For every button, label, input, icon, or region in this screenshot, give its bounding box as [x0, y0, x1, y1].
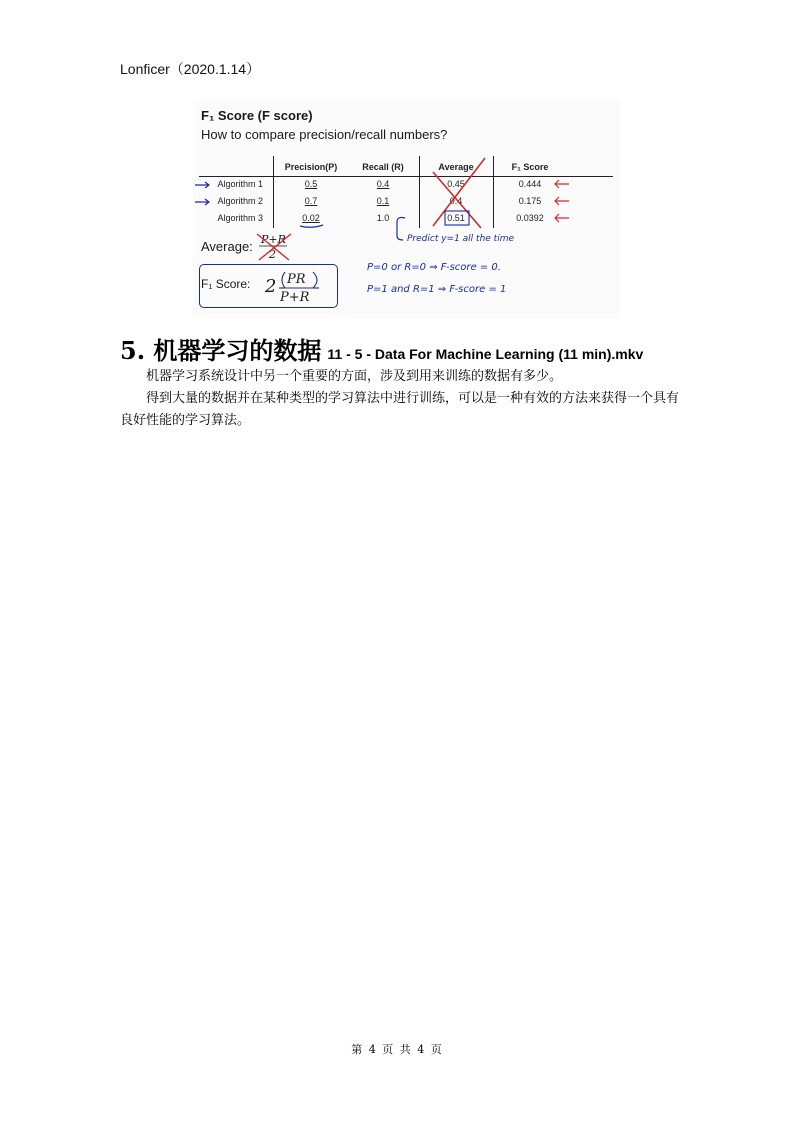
- cell-recall: 0.1: [376, 196, 390, 206]
- paragraph: 得到大量的数据并在某种类型的学习算法中进行训练，可以是一种有效的方法来获得一个具有良好性能的学习算法。: [120, 391, 680, 428]
- note-one-case: P=1 and R=1 ⇒ F-score = 1: [367, 284, 507, 295]
- column-header-recall: Recall (R): [362, 162, 404, 172]
- svg-text:PR: PR: [287, 272, 306, 287]
- slide-title: F₁ Score (F score): [201, 108, 313, 123]
- row-label-algorithm-1: Algorithm 1: [217, 179, 263, 189]
- cell-precision: 0.7: [304, 196, 318, 206]
- cell-f1: 0.0392: [516, 213, 544, 223]
- section-video-subtitle: 11 - 5 - Data For Machine Learning (11 min).mkv: [327, 346, 644, 362]
- section-title: 5. 机器学习的数据: [120, 336, 322, 365]
- cell-f1: 0.175: [518, 196, 542, 206]
- cell-precision: 0.5: [304, 179, 318, 189]
- slide-subtitle: How to compare precision/recall numbers?: [201, 127, 448, 142]
- svg-text:P+R: P+R: [261, 233, 286, 246]
- note-predict-y1: Predict y=1 all the time: [407, 234, 515, 244]
- row-label-algorithm-3: Algorithm 3: [217, 213, 263, 223]
- svg-text:P+R: P+R: [280, 290, 310, 305]
- cell-precision: 0.02: [302, 213, 320, 223]
- cell-recall: 1.0: [376, 213, 390, 223]
- cell-average: 0.51: [447, 213, 465, 223]
- column-header-f1-score: F₁ Score: [511, 162, 549, 172]
- page-footer: 第 4 页 共 4 页: [351, 1043, 442, 1056]
- cell-recall: 0.4: [376, 179, 390, 189]
- note-zero-case: P=0 or R=0 ⇒ F-score = 0.: [367, 262, 501, 273]
- lecture-slide-image: [193, 100, 621, 318]
- column-header-precision: Precision(P): [284, 162, 338, 172]
- row-label-algorithm-2: Algorithm 2: [217, 196, 263, 206]
- f1-score-label: F₁ Score:: [201, 277, 251, 291]
- cell-average: 0.45: [447, 179, 465, 189]
- paragraph: 机器学习系统设计中另一个重要的方面，涉及到用来训练的数据有多少。: [146, 369, 563, 384]
- column-header-average: Average: [438, 162, 474, 172]
- svg-text:2: 2: [265, 276, 277, 297]
- cell-average: 0.4: [449, 196, 463, 206]
- svg-text:2: 2: [269, 248, 276, 261]
- cell-f1: 0.444: [518, 179, 542, 189]
- average-label: Average:: [201, 239, 253, 254]
- document-header: Lonficer（2020.1.14）: [120, 61, 261, 77]
- section-heading: [120, 331, 643, 366]
